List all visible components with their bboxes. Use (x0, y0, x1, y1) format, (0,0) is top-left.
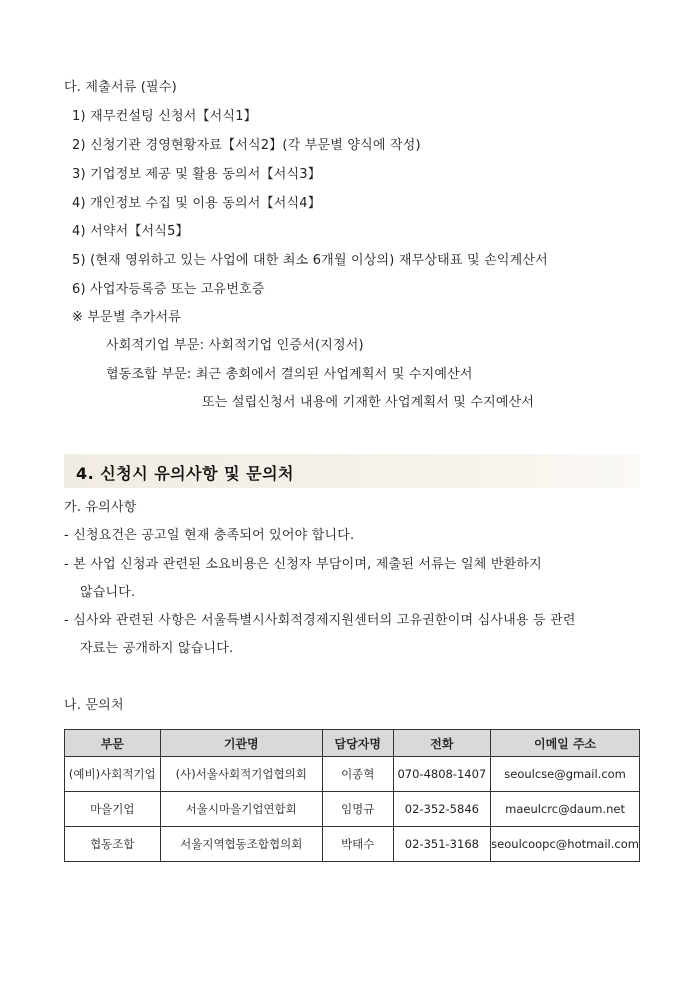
notes-item: - 본 사업 신청과 관련된 소요비용은 신청자 부담이며, 제출된 서류는 일체 반환하지 (64, 557, 542, 572)
docs-item: 4) 서약서【서식5】 (72, 224, 189, 239)
cell-phone: 02-352-5846 (393, 792, 491, 827)
extra-docs-item: 또는 설립신청서 내용에 기재한 사업계획서 및 수지예산서 (202, 395, 535, 410)
docs-item: 5) (현재 영위하고 있는 사업에 대한 최소 6개월 이상의) 재무상태표 및 손익계산서 (72, 253, 548, 268)
column-header-contact-person: 담당자명 (322, 730, 393, 757)
docs-item: 1) 재무컨설팅 신청서【서식1】 (72, 109, 257, 124)
extra-docs-heading: ※ 부문별 추가서류 (72, 310, 182, 325)
extra-docs-item: 협동조합 부문: 최근 총회에서 결의된 사업계획서 및 수지예산서 (106, 367, 473, 382)
notes-item-continuation: 않습니다. (80, 585, 136, 600)
docs-item: 2) 신청기관 경영현황자료【서식2】(각 부문별 양식에 작성) (72, 138, 421, 153)
cell-department: (예비)사회적기업 (65, 757, 161, 792)
cell-department: 마을기업 (65, 792, 161, 827)
notes-item-continuation: 자료는 공개하지 않습니다. (80, 641, 234, 656)
cell-phone: 02-351-3168 (393, 827, 491, 862)
table-row (65, 792, 640, 827)
column-header-email: 이메일 주소 (491, 730, 640, 757)
notes-item: - 신청요건은 공고일 현재 충족되어 있어야 합니다. (64, 528, 355, 543)
cell-email: seoulcoopc@hotmail.com (491, 827, 640, 862)
docs-item: 4) 개인정보 수집 및 이용 동의서【서식4】 (72, 196, 321, 211)
table-header-row (65, 730, 640, 757)
contact-heading: 나. 문의처 (64, 698, 124, 713)
docs-item: 3) 기업정보 제공 및 활용 동의서【서식3】 (72, 167, 321, 182)
cell-department: 협동조합 (65, 827, 161, 862)
cell-organization: 서울지역협동조합협의회 (160, 827, 322, 862)
column-header-phone: 전화 (393, 730, 491, 757)
notes-item: - 심사와 관련된 사항은 서울특별시사회적경제지원센터의 고유권한이며 심사내용 등 관련 (64, 613, 576, 628)
table-row (65, 757, 640, 792)
section-header (64, 454, 640, 488)
extra-docs-item: 사회적기업 부문: 사회적기업 인증서(지정서) (106, 338, 364, 353)
notes-heading: 가. 유의사항 (64, 500, 137, 515)
cell-contact-person: 박태수 (322, 827, 393, 862)
cell-email: seoulcse@gmail.com (491, 757, 640, 792)
contact-table (64, 729, 640, 862)
section-title: 4. 신청시 유의사항 및 문의처 (76, 464, 295, 483)
cell-email: maeulcrc@daum.net (491, 792, 640, 827)
table-row (65, 827, 640, 862)
column-header-organization: 기관명 (160, 730, 322, 757)
cell-phone: 070-4808-1407 (393, 757, 491, 792)
cell-contact-person: 이종혁 (322, 757, 393, 792)
docs-heading: 다. 제출서류 (필수) (64, 80, 177, 95)
cell-organization: (사)서울사회적기업협의회 (160, 757, 322, 792)
docs-item: 6) 사업자등록증 또는 고유번호증 (72, 282, 265, 297)
cell-contact-person: 임명규 (322, 792, 393, 827)
column-header-department: 부문 (65, 730, 161, 757)
cell-organization: 서울시마을기업연합회 (160, 792, 322, 827)
